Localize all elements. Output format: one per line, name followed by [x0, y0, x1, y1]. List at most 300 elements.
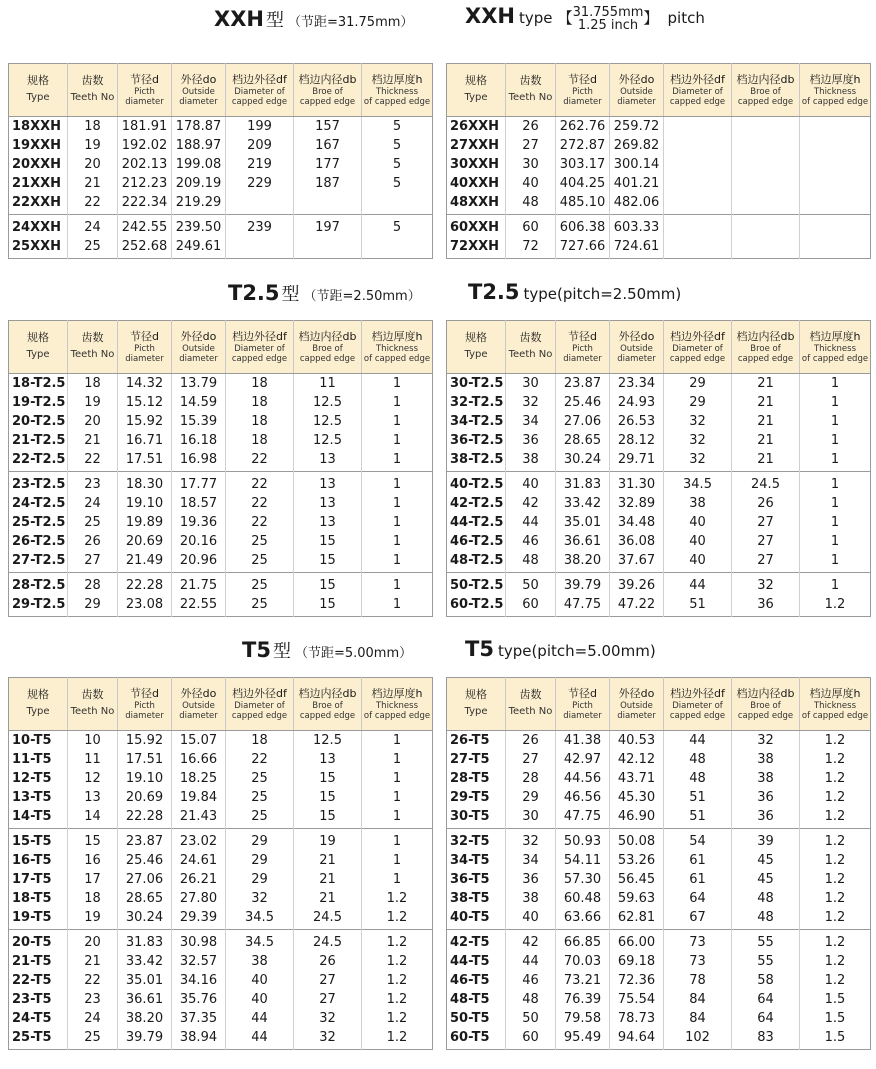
- column-header: [610, 321, 664, 374]
- type-cell: 24-T5: [9, 1009, 68, 1028]
- capped-thickness-cell: 1.5: [824, 1030, 846, 1045]
- column-header-en: Broe of capped edge: [299, 701, 356, 721]
- capped-thickness-cell: [800, 155, 871, 174]
- capped-bore-cell: [732, 117, 800, 137]
- column-header-en: Thickness of capped edge: [801, 344, 869, 364]
- capped-thickness-cell: 1: [392, 496, 402, 511]
- teeth-cell: 25: [68, 1028, 118, 1050]
- column-header: [800, 321, 871, 374]
- capped-thickness-cell: 1.2: [824, 853, 846, 868]
- capped-thickness-cell: 1: [392, 452, 402, 467]
- column-header: [362, 678, 433, 731]
- type-cell: 50-T2.5: [447, 573, 506, 596]
- type-cell: 72XXH: [447, 237, 506, 259]
- outside-diameter-cell: 26.53: [610, 412, 664, 431]
- teeth-cell: 29: [506, 788, 556, 807]
- capped-thickness-cell: [800, 136, 871, 155]
- capped-thickness-cell: 1: [362, 573, 433, 596]
- column-header-en: Broe of capped edge: [737, 701, 794, 721]
- teeth-cell: 46: [506, 971, 556, 990]
- table-row: [9, 731, 433, 751]
- capped-thickness-cell: 1.2: [386, 910, 408, 925]
- table-row: [9, 908, 433, 930]
- teeth-cell: 60: [506, 215, 556, 238]
- outside-diameter-cell: 28.12: [610, 431, 664, 450]
- column-header: [506, 678, 556, 731]
- capped-bore-cell: 15: [294, 769, 362, 788]
- capped-outer-cell: 32: [226, 889, 294, 908]
- teeth-cell: 20: [68, 930, 118, 953]
- capped-bore-cell: 32: [732, 731, 800, 751]
- outside-diameter-cell: 34.16: [172, 971, 226, 990]
- capped-outer-cell: 22: [226, 750, 294, 769]
- capped-thickness-cell: 1.2: [824, 891, 846, 906]
- pitch-diameter-cell: 727.66: [556, 237, 610, 259]
- capped-bore-cell: 26: [294, 952, 362, 971]
- capped-bore-cell: 45: [732, 870, 800, 889]
- teeth-cell: 29: [68, 595, 118, 617]
- capped-thickness-cell: 1: [392, 414, 402, 429]
- capped-bore-cell: 64: [732, 1009, 800, 1028]
- type-cell: 60-T5: [447, 1028, 506, 1050]
- teeth-cell: 32: [506, 393, 556, 412]
- type-cell: 20XXH: [9, 155, 68, 174]
- outside-diameter-cell: 178.87: [172, 117, 226, 137]
- pitch-diameter-cell: 76.39: [556, 990, 610, 1009]
- column-header-cn: 节径d: [568, 73, 597, 86]
- type-cell: 38-T2.5: [447, 450, 506, 472]
- column-header-cn: 档边内径db: [298, 687, 357, 700]
- pitch-diameter-cell: 262.76: [556, 117, 610, 137]
- column-header: [118, 64, 172, 117]
- outside-diameter-cell: 32.89: [610, 494, 664, 513]
- capped-bore-cell: 15: [294, 788, 362, 807]
- pitch-diameter-cell: 66.85: [556, 930, 610, 953]
- column-header-en: Thickness of capped edge: [363, 701, 431, 721]
- pitch-diameter-cell: 23.08: [118, 595, 172, 617]
- teeth-cell: 22: [68, 450, 118, 472]
- type-cell: 32-T5: [447, 829, 506, 852]
- teeth-cell: 10: [68, 731, 118, 751]
- table-row: [447, 990, 871, 1009]
- capped-bore-cell: 32: [294, 1028, 362, 1050]
- outside-diameter-cell: 59.63: [610, 889, 664, 908]
- type-cell: 24-T2.5: [9, 494, 68, 513]
- table-row: [9, 851, 433, 870]
- column-header-cn: 节径d: [568, 687, 597, 700]
- table-row: [9, 1009, 433, 1028]
- table-row: [447, 551, 871, 573]
- type-cell: 21-T5: [9, 952, 68, 971]
- capped-outer-cell: 51: [664, 807, 732, 829]
- pitch-diameter-cell: 44.56: [556, 769, 610, 788]
- column-header-en: Outside diameter: [617, 344, 656, 364]
- type-cell: 29-T2.5: [9, 595, 68, 617]
- capped-thickness-cell: [362, 193, 433, 215]
- type-cell: 19XXH: [9, 136, 68, 155]
- column-header: [172, 321, 226, 374]
- outside-diameter-cell: 16.66: [172, 750, 226, 769]
- capped-outer-cell: 29: [664, 393, 732, 412]
- capped-bore-cell: 27: [732, 551, 800, 573]
- capped-thickness-cell: 1.5: [824, 1011, 846, 1026]
- table-row: [9, 788, 433, 807]
- type-cell: 60-T2.5: [447, 595, 506, 617]
- capped-outer-cell: 61: [664, 870, 732, 889]
- outside-diameter-cell: 259.72: [610, 117, 664, 137]
- column-header: [610, 678, 664, 731]
- capped-bore-cell: 21: [294, 851, 362, 870]
- capped-outer-cell: 40: [664, 513, 732, 532]
- type-cell: 27-T2.5: [9, 551, 68, 573]
- type-cell: 36-T2.5: [447, 431, 506, 450]
- pitch-diameter-cell: 79.58: [556, 1009, 610, 1028]
- column-header-en: Broe of capped edge: [299, 344, 356, 364]
- column-header-en: Teeth No: [70, 92, 115, 103]
- type-cell: 20-T2.5: [9, 412, 68, 431]
- teeth-cell: 48: [506, 551, 556, 573]
- capped-bore-cell: 15: [294, 551, 362, 573]
- capped-outer-cell: 32: [664, 450, 732, 472]
- column-header-cn: 外径do: [180, 330, 217, 343]
- capped-thickness-cell: 1: [830, 395, 840, 410]
- capped-thickness-cell: 1: [392, 771, 402, 786]
- capped-thickness-cell: 1: [830, 376, 840, 391]
- capped-outer-cell: [664, 117, 732, 137]
- outside-diameter-cell: 46.90: [610, 807, 664, 829]
- capped-outer-cell: 54: [664, 829, 732, 852]
- teeth-cell: 50: [506, 1009, 556, 1028]
- capped-thickness-cell: [800, 117, 871, 137]
- pitch-diameter-cell: 17.51: [118, 450, 172, 472]
- capped-thickness-cell: 1.2: [362, 930, 433, 953]
- capped-outer-cell: 18: [226, 393, 294, 412]
- type-cell: 23-T2.5: [9, 472, 68, 495]
- pitch-diameter-cell: 19.89: [118, 513, 172, 532]
- column-header-cn: 外径do: [618, 330, 655, 343]
- type-cell: 21-T2.5: [9, 431, 68, 450]
- table-row: [9, 532, 433, 551]
- outside-diameter-cell: 19.36: [172, 513, 226, 532]
- capped-bore-cell: 45: [732, 851, 800, 870]
- type-cell: 38-T5: [447, 889, 506, 908]
- pitch-diameter-cell: 47.75: [556, 807, 610, 829]
- column-header-en: Picth diameter: [563, 87, 602, 107]
- capped-thickness-cell: 1: [392, 790, 402, 805]
- capped-outer-cell: 67: [664, 908, 732, 930]
- capped-thickness-cell: 1: [830, 433, 840, 448]
- column-header-en: Type: [26, 706, 50, 717]
- table-row: [9, 551, 433, 573]
- type-cell: 30XXH: [447, 155, 506, 174]
- type-cell: 50-T5: [447, 1009, 506, 1028]
- capped-thickness-cell: 1: [800, 472, 871, 495]
- capped-bore-cell: 177: [294, 155, 362, 174]
- column-header-cn: 档边外径df: [232, 687, 287, 700]
- pitch-diameter-cell: 33.42: [556, 494, 610, 513]
- outside-diameter-cell: 36.08: [610, 532, 664, 551]
- column-header-en: Outside diameter: [179, 87, 218, 107]
- pitch-diameter-cell: 95.49: [556, 1028, 610, 1050]
- table-row: [447, 952, 871, 971]
- type-cell: 13-T5: [9, 788, 68, 807]
- capped-outer-cell: 25: [226, 551, 294, 573]
- pitch-stack: [573, 6, 644, 32]
- table-row: [447, 731, 871, 751]
- capped-outer-cell: 209: [226, 136, 294, 155]
- pitch-diameter-cell: 22.28: [118, 573, 172, 596]
- capped-thickness-cell: 1: [392, 433, 402, 448]
- teeth-cell: 22: [68, 193, 118, 215]
- table-row: [9, 472, 433, 495]
- table-row: [447, 851, 871, 870]
- column-header-cn: 规格: [465, 331, 487, 344]
- capped-outer-cell: 25: [226, 532, 294, 551]
- teeth-cell: 48: [506, 193, 556, 215]
- teeth-cell: 26: [506, 117, 556, 137]
- teeth-cell: 72: [506, 237, 556, 259]
- pitch-diameter-cell: 485.10: [556, 193, 610, 215]
- capped-thickness-cell: 1.2: [386, 973, 408, 988]
- column-header-cn: 外径do: [618, 687, 655, 700]
- column-header: [68, 64, 118, 117]
- table-row: [447, 870, 871, 889]
- column-header-en: Teeth No: [508, 349, 553, 360]
- outside-diameter-cell: 20.16: [172, 532, 226, 551]
- section-code-en: XXH: [465, 4, 515, 28]
- column-header: [664, 321, 732, 374]
- capped-thickness-cell: 5: [362, 215, 433, 238]
- table-row: [447, 237, 871, 259]
- capped-bore-cell: 36: [732, 807, 800, 829]
- capped-thickness-cell: 1.2: [824, 809, 846, 824]
- outside-diameter-cell: 14.59: [172, 393, 226, 412]
- section-pitch-cn: （节距=2.50mm）: [303, 289, 421, 304]
- column-header-cn: 齿数: [519, 331, 542, 344]
- type-cell: 24XXH: [9, 215, 68, 238]
- outside-diameter-cell: 38.94: [172, 1028, 226, 1050]
- column-header-en: Teeth No: [508, 706, 553, 717]
- teeth-cell: 23: [68, 990, 118, 1009]
- capped-thickness-cell: 1.2: [824, 733, 846, 748]
- type-cell: 25-T5: [9, 1028, 68, 1050]
- capped-bore-cell: 21: [294, 889, 362, 908]
- section-title-t25: [0, 278, 876, 308]
- teeth-cell: 27: [506, 136, 556, 155]
- column-header-en: Type: [464, 349, 488, 360]
- outside-diameter-cell: 53.26: [610, 851, 664, 870]
- type-cell: 18-T2.5: [9, 374, 68, 394]
- capped-bore-cell: 24.5: [732, 472, 800, 495]
- capped-thickness-cell: [800, 193, 871, 215]
- outside-diameter-cell: 23.02: [172, 829, 226, 852]
- table-row: [9, 829, 433, 852]
- table-row: [9, 769, 433, 788]
- column-header-cn: 档边外径df: [670, 330, 725, 343]
- pitch-diameter-cell: 606.38: [556, 215, 610, 238]
- type-cell: 46-T5: [447, 971, 506, 990]
- outside-diameter-cell: 188.97: [172, 136, 226, 155]
- outside-diameter-cell: 269.82: [610, 136, 664, 155]
- column-header-en: Thickness of capped edge: [801, 87, 869, 107]
- table-row: [9, 889, 433, 908]
- capped-outer-cell: 40: [664, 532, 732, 551]
- capped-thickness-cell: 1: [392, 752, 402, 767]
- pitch-diameter-cell: 73.21: [556, 971, 610, 990]
- capped-outer-cell: 48: [664, 769, 732, 788]
- teeth-cell: 28: [506, 769, 556, 788]
- column-header-cn: 档边外径df: [232, 330, 287, 343]
- column-header-cn: 规格: [27, 74, 49, 87]
- pitch-diameter-cell: 46.56: [556, 788, 610, 807]
- capped-thickness-cell: 1: [830, 414, 840, 429]
- type-cell: 22-T2.5: [9, 450, 68, 472]
- capped-thickness-cell: 1: [392, 733, 402, 748]
- pitch-diameter-cell: 272.87: [556, 136, 610, 155]
- capped-outer-cell: 44: [226, 1009, 294, 1028]
- table-row: [447, 412, 871, 431]
- capped-bore-cell: 13: [294, 513, 362, 532]
- column-header: [556, 321, 610, 374]
- capped-outer-cell: 40: [226, 971, 294, 990]
- teeth-cell: 16: [68, 851, 118, 870]
- pitch-diameter-cell: 25.46: [118, 851, 172, 870]
- capped-outer-cell: 40: [664, 551, 732, 573]
- capped-bore-cell: 12.5: [294, 431, 362, 450]
- capped-bore-cell: 36: [732, 788, 800, 807]
- column-header-en: Diameter of capped edge: [231, 87, 288, 107]
- pitch-diameter-cell: 15.92: [118, 731, 172, 751]
- pitch-diameter-cell: 39.79: [118, 1028, 172, 1050]
- column-header-cn: 档边厚度h: [371, 687, 423, 700]
- capped-bore-cell: 27: [294, 990, 362, 1009]
- table-row: [447, 1028, 871, 1050]
- capped-thickness-cell: 1.5: [824, 992, 846, 1007]
- capped-outer-cell: 18: [226, 731, 294, 751]
- capped-bore-cell: 13: [294, 494, 362, 513]
- pitch-diameter-cell: 28.65: [118, 889, 172, 908]
- capped-thickness-cell: 1.2: [824, 872, 846, 887]
- capped-thickness-cell: 1: [830, 496, 840, 511]
- type-cell: 48XXH: [447, 193, 506, 215]
- type-cell: 48-T2.5: [447, 551, 506, 573]
- column-header: [447, 64, 506, 117]
- table-row: [9, 374, 433, 394]
- column-header-en: Type: [26, 349, 50, 360]
- table-row: [447, 472, 871, 495]
- table-row: [447, 1009, 871, 1028]
- column-header-cn: 齿数: [81, 688, 104, 701]
- xxh-table-left: [8, 63, 433, 259]
- capped-bore-cell: 13: [294, 450, 362, 472]
- pitch-diameter-cell: 22.28: [118, 807, 172, 829]
- t25-table-right: [446, 320, 871, 617]
- table-row: [9, 155, 433, 174]
- outside-diameter-cell: 401.21: [610, 174, 664, 193]
- column-header-cn: 档边外径df: [232, 73, 287, 86]
- type-cell: 27-T5: [447, 750, 506, 769]
- column-header: [362, 321, 433, 374]
- table-row: [9, 930, 433, 953]
- outside-diameter-cell: 15.07: [172, 731, 226, 751]
- capped-thickness-cell: 1: [800, 573, 871, 596]
- type-cell: 48-T5: [447, 990, 506, 1009]
- table-row: [447, 136, 871, 155]
- column-header-cn: 档边内径db: [298, 73, 357, 86]
- column-header: [9, 64, 68, 117]
- outside-diameter-cell: 18.57: [172, 494, 226, 513]
- capped-thickness-cell: [362, 237, 433, 259]
- column-header-en: Thickness of capped edge: [363, 87, 431, 107]
- table-row: [447, 431, 871, 450]
- capped-thickness-cell: 1: [362, 472, 433, 495]
- type-cell: 26-T2.5: [9, 532, 68, 551]
- capped-outer-cell: 51: [664, 595, 732, 617]
- type-cell: 19-T5: [9, 908, 68, 930]
- teeth-cell: 18: [68, 117, 118, 137]
- pitch-inch: 1.25 inch: [577, 17, 639, 33]
- capped-bore-cell: 12.5: [294, 393, 362, 412]
- capped-outer-cell: 38: [226, 952, 294, 971]
- capped-bore-cell: [732, 215, 800, 238]
- teeth-cell: 28: [68, 573, 118, 596]
- type-cell: 18XXH: [9, 117, 68, 137]
- capped-outer-cell: 18: [226, 374, 294, 394]
- pitch-diameter-cell: 57.30: [556, 870, 610, 889]
- type-cell: 44-T2.5: [447, 513, 506, 532]
- capped-thickness-cell: 1: [392, 553, 402, 568]
- column-header: [664, 678, 732, 731]
- capped-outer-cell: 40: [226, 990, 294, 1009]
- pitch-diameter-cell: 36.61: [556, 532, 610, 551]
- outside-diameter-cell: 23.34: [610, 374, 664, 394]
- table-row: [9, 1028, 433, 1050]
- column-header-cn: 齿数: [519, 74, 542, 87]
- column-header-cn: 档边厚度h: [371, 73, 423, 86]
- column-header: [447, 678, 506, 731]
- column-header-en: Diameter of capped edge: [669, 87, 726, 107]
- pitch-diameter-cell: 47.75: [556, 595, 610, 617]
- table-row: [447, 807, 871, 829]
- type-cell: 46-T2.5: [447, 532, 506, 551]
- capped-thickness-cell: [800, 174, 871, 193]
- type-cell: 19-T2.5: [9, 393, 68, 412]
- pitch-diameter-cell: 38.20: [556, 551, 610, 573]
- section-code: T2.5: [228, 281, 280, 305]
- column-header: [800, 64, 871, 117]
- capped-outer-cell: 29: [226, 870, 294, 889]
- pitch-diameter-cell: 30.24: [556, 450, 610, 472]
- teeth-cell: 60: [506, 1028, 556, 1050]
- capped-thickness-cell: 5: [392, 138, 402, 153]
- teeth-cell: 20: [68, 412, 118, 431]
- capped-outer-cell: [226, 237, 294, 259]
- type-cell: 36-T5: [447, 870, 506, 889]
- teeth-cell: 44: [506, 513, 556, 532]
- type-cell: 18-T5: [9, 889, 68, 908]
- capped-bore-cell: 157: [294, 117, 362, 137]
- type-cell: 42-T5: [447, 930, 506, 953]
- outside-diameter-cell: 34.48: [610, 513, 664, 532]
- table-row: [9, 237, 433, 259]
- column-header: [294, 64, 362, 117]
- teeth-cell: 40: [506, 472, 556, 495]
- pitch-diameter-cell: 28.65: [556, 431, 610, 450]
- outside-diameter-cell: 24.93: [610, 393, 664, 412]
- capped-bore-cell: 12.5: [294, 412, 362, 431]
- teeth-cell: 14: [68, 807, 118, 829]
- column-header: [506, 64, 556, 117]
